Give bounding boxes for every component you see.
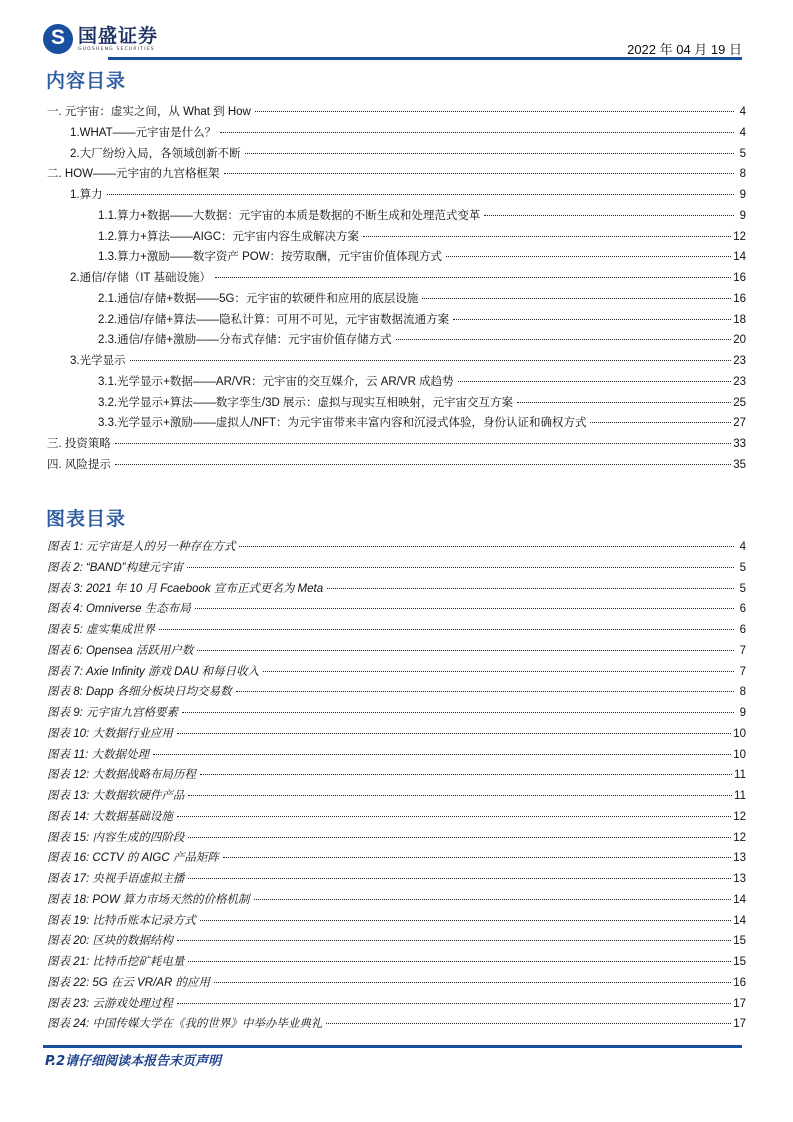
dot-leader [200,920,731,921]
report-date: 2022 年 04 月 19 日 [627,42,742,57]
figure-entry[interactable] [47,1015,746,1036]
figure-entry[interactable] [47,746,746,767]
dot-leader [236,691,734,692]
entry-title[interactable]: 1.2.算力+算法——AIGC：元宇宙内容生成解决方案 [98,230,360,243]
entry-title[interactable]: 图表 16: CCTV 的 AIGC 产品矩阵 [47,852,219,865]
entry-page: 8 [739,168,746,181]
dot-leader [195,608,734,609]
entry-page: 16 [733,976,746,989]
dot-leader [188,837,731,838]
entry-page: 9 [739,209,746,222]
figure-entry[interactable] [47,704,746,725]
entry-page: 6 [739,624,746,636]
entry-page: 5 [739,561,746,574]
toc-entry[interactable] [47,414,746,435]
entry-page: 7 [739,644,746,657]
dot-leader [396,339,732,340]
entry-title[interactable]: 图表 14: 大数据基础设施 [47,810,173,823]
dot-leader [215,277,731,278]
entry-page: 12 [733,831,746,844]
entry-page: 11 [734,769,746,782]
entry-page: 25 [733,396,746,409]
table-of-contents [47,103,746,477]
logo-icon [43,24,73,54]
toc-entry[interactable] [47,124,746,145]
company-logo [43,24,158,54]
figure-entry[interactable] [47,683,746,704]
entry-title[interactable]: 图表 8: Dapp 各细分板块日均交易数 [47,686,232,699]
dot-leader [453,319,731,320]
dot-leader [107,194,734,195]
dot-leader [517,402,731,403]
entry-title[interactable]: 图表 9: 元宇宙九宫格要素 [47,707,178,719]
entry-page: 14 [733,251,746,264]
entry-title[interactable]: 1.3.算力+激励——数字资产 POW：按劳取酬，元宇宙价值体现方式 [98,251,443,264]
dot-leader [182,712,734,713]
entry-title[interactable]: 二. HOW——元宇宙的九宫格框架 [47,168,220,181]
entry-title[interactable]: 3.光学显示 [70,355,126,367]
dot-leader [188,795,732,796]
dot-leader [197,650,734,651]
dot-leader [590,422,731,423]
entry-title[interactable]: 三. 投资策略 [47,438,111,450]
toc-entry[interactable] [47,456,746,477]
entry-title[interactable]: 图表 21: 比特币挖矿耗电量 [47,956,185,968]
entry-title[interactable]: 图表 18: POW 算力市场天然的价格机制 [47,893,250,906]
toc-entry[interactable] [47,269,746,290]
toc-entry[interactable] [47,373,746,394]
dot-leader [326,1023,731,1024]
entry-page: 35 [733,458,746,471]
toc-entry[interactable] [47,394,746,415]
figure-entry[interactable] [47,932,746,953]
dot-leader [187,567,734,568]
dot-leader [188,878,731,879]
figure-entry[interactable] [47,580,746,601]
entry-page: 18 [733,313,746,326]
entry-title[interactable]: 1.WHAT——元宇宙是什么？ [70,126,217,139]
dot-leader [188,961,731,962]
entry-title[interactable]: 图表 19: 比特币账本记录方式 [47,914,196,927]
entry-title[interactable]: 2.2.通信/存储+算法——隐私计算：可用不可见，元宇宙数据流通方案 [98,313,450,326]
entry-title[interactable]: 图表 1: 元宇宙是人的另一种存在方式 [47,541,236,553]
toc-entry[interactable] [47,165,746,186]
dot-leader [224,173,735,174]
dot-leader [327,588,734,589]
entry-title[interactable]: 2.1.通信/存储+数据——5G：元宇宙的软硬件和应用的底层设施 [98,292,419,305]
entry-page: 16 [733,272,746,284]
entry-page: 20 [733,334,746,347]
entry-page: 9 [739,189,746,201]
entry-page: 5 [739,582,746,595]
entry-page: 10 [733,727,746,740]
figure-entry[interactable] [47,849,746,870]
dot-leader [422,298,731,299]
figure-entry[interactable] [47,829,746,850]
dot-leader [245,153,734,154]
figure-entry[interactable] [47,808,746,829]
figure-entry[interactable] [47,621,746,642]
entry-title[interactable]: 四. 风险提示 [47,458,111,471]
dot-leader [254,899,732,900]
dot-leader [363,236,731,237]
footer-disclaimer: P.2请仔细阅读本报告末页声明 [45,1054,222,1069]
figure-entry[interactable] [47,870,746,891]
entry-title[interactable]: 图表 23: 云游戏处理过程 [47,997,173,1010]
figure-entry[interactable] [47,995,746,1016]
dot-leader [177,1003,731,1004]
entry-page: 9 [739,707,746,719]
entry-page: 13 [733,873,746,885]
toc-entry[interactable] [47,331,746,352]
logo-name: 国盛证券 [78,25,159,47]
toc-title: 内容目录 [46,70,127,92]
toc-entry[interactable] [47,145,746,166]
entry-title[interactable]: 图表 24: 中国传媒大学在《我的世界》中举办毕业典礼 [47,1018,323,1031]
toc-entry[interactable] [47,435,746,456]
dot-leader [159,629,734,630]
dot-leader [484,215,734,216]
entry-page: 7 [739,665,746,678]
entry-page: 14 [733,893,746,906]
entry-title[interactable]: 图表 10: 大数据行业应用 [47,727,173,740]
toc-entry[interactable] [47,103,746,124]
figure-entry[interactable] [47,663,746,684]
toc-entry[interactable] [47,311,746,332]
entry-title[interactable]: 图表 12: 大数据战略布局历程 [47,769,196,782]
entry-page: 17 [733,1018,746,1031]
dot-leader [130,360,732,361]
dot-leader [255,111,734,112]
entry-title[interactable]: 1.1.算力+数据——大数据：元宇宙的本质是数据的不断生成和处理范式变革 [98,209,481,222]
figure-entry[interactable] [47,953,746,974]
dot-leader [223,857,731,858]
toc-entry[interactable] [47,228,746,249]
toc-entry[interactable] [47,290,746,311]
entry-title[interactable]: 图表 15: 内容生成的四阶段 [47,831,185,844]
entry-title[interactable]: 2.大厂纷纷入局，各领域创新不断 [70,147,241,160]
dot-leader [177,940,731,941]
dot-leader [263,671,734,672]
entry-page: 15 [733,956,746,968]
entry-page: 14 [733,914,746,927]
entry-title[interactable]: 图表 4: Omniverse 生态布局 [47,603,191,616]
list-of-figures [47,538,746,1036]
figure-entry[interactable] [47,766,746,787]
entry-page: 16 [733,292,746,305]
entry-title[interactable]: 图表 22: 5G 在云 VR/AR 的应用 [47,976,210,989]
toc-entry[interactable] [47,248,746,269]
entry-title[interactable]: 图表 7: Axie Infinity 游戏 DAU 和每日收入 [47,665,260,678]
logo-english: GUOSHENG SECURITIES [78,47,155,52]
entry-page: 4 [739,126,746,139]
entry-title[interactable]: 图表 13: 大数据软硬件产品 [47,790,185,802]
dot-leader [220,132,734,133]
dot-leader [200,774,732,775]
figure-entry[interactable] [47,559,746,580]
entry-page: 4 [739,106,746,118]
toc-entry[interactable] [47,207,746,228]
entry-title[interactable]: 图表 6: Opensea 活跃用户数 [47,644,194,657]
entry-page: 8 [739,686,746,699]
dot-leader [115,464,731,465]
dot-leader [458,381,732,382]
entry-title[interactable]: 3.1.光学显示+数据——AR/VR：元宇宙的交互媒介，云 AR/VR 成趋势 [98,375,454,388]
entry-title[interactable]: 图表 11: 大数据处理 [47,748,150,761]
entry-page: 6 [739,603,746,616]
entry-page: 11 [734,790,746,802]
entry-page: 33 [733,438,746,450]
entry-page: 12 [733,230,746,243]
dot-leader [239,546,734,547]
entry-page: 10 [733,748,746,761]
entry-title[interactable]: 图表 5: 虚实集成世界 [47,624,155,636]
entry-page: 12 [733,810,746,823]
figure-entry[interactable] [47,787,746,808]
entry-title[interactable]: 3.3.光学显示+激励——虚拟人/NFT：为元宇宙带来丰富内容和沉浸式体验，身份认证和确权方式 [98,417,587,430]
dot-leader [153,754,731,755]
entry-page: 4 [739,541,746,553]
figures-title: 图表目录 [46,508,127,530]
dot-leader [177,816,731,817]
header-divider [108,57,742,60]
entry-page: 23 [733,355,746,367]
entry-title[interactable]: 图表 17: 央视手语虚拟主播 [47,873,185,885]
entry-page: 17 [733,997,746,1010]
dot-leader [115,443,731,444]
entry-title[interactable]: 图表 3: 2021 年 10 月 Fcaebook 宣布正式更名为 Meta [47,582,324,595]
toc-entry[interactable] [47,186,746,207]
entry-title[interactable]: 2.通信/存储（IT 基础设施） [70,272,211,284]
entry-page: 27 [733,417,746,430]
toc-entry[interactable] [47,352,746,373]
entry-title[interactable]: 3.2.光学显示+算法——数字孪生/3D 展示：虚拟与现实互相映射，元宇宙交互方案 [98,396,513,409]
dot-leader [177,733,731,734]
figure-entry[interactable] [47,725,746,746]
dot-leader [214,982,731,983]
figure-entry[interactable] [47,912,746,933]
figure-entry[interactable] [47,642,746,663]
figure-entry[interactable] [47,974,746,995]
figure-entry[interactable] [47,891,746,912]
entry-title[interactable]: 图表 2: “BAND”构建元宇宙 [47,561,184,574]
entry-title[interactable]: 一. 元宇宙：虚实之间，从 What 到 How [47,106,251,118]
entry-page: 5 [739,147,746,160]
entry-page: 13 [733,852,746,865]
entry-page: 23 [733,375,746,388]
entry-title[interactable]: 1.算力 [70,189,103,201]
entry-title[interactable]: 2.3.通信/存储+激励——分布式存储：元宇宙价值存储方式 [98,334,392,347]
footer-divider [43,1045,742,1048]
dot-leader [446,256,731,257]
figure-entry[interactable] [47,600,746,621]
figure-entry[interactable] [47,538,746,559]
entry-page: 15 [733,935,746,948]
entry-title[interactable]: 图表 20: 区块的数据结构 [47,935,173,948]
